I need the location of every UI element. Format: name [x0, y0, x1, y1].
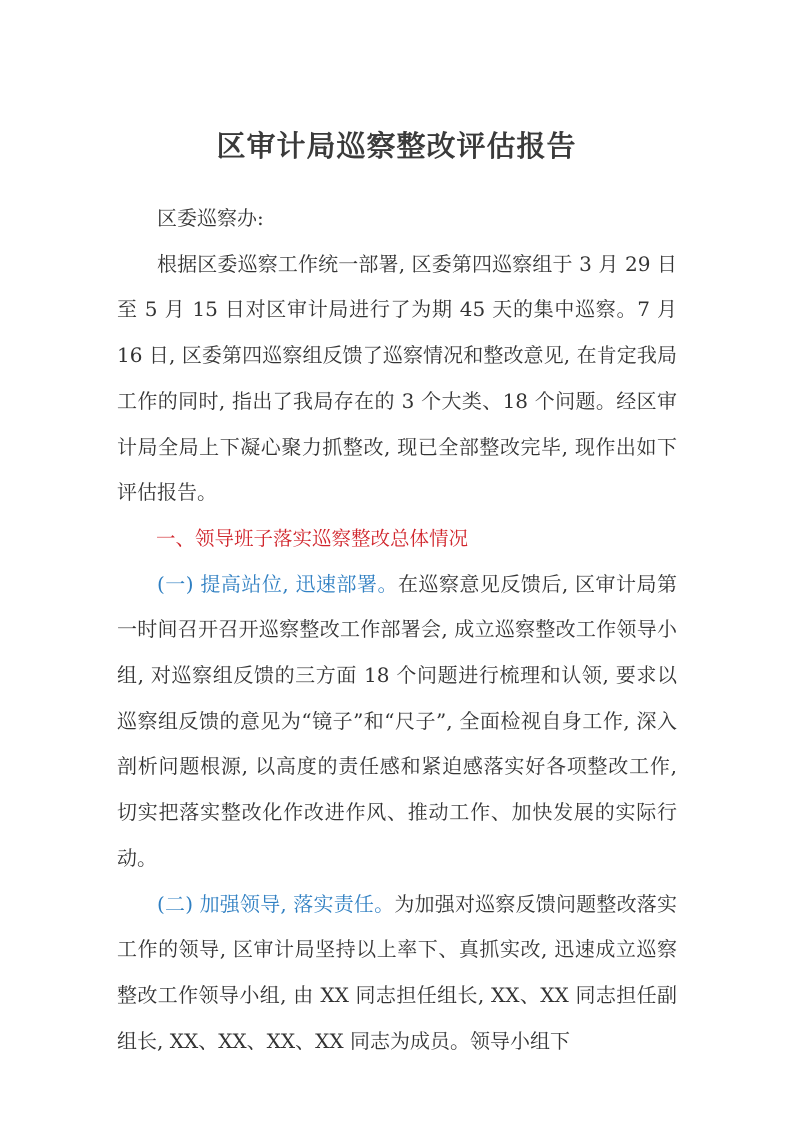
- document-body: [117, 196, 677, 1064]
- subsection-paragraph-2: [117, 882, 677, 1065]
- subsection-text-2: 为加强对巡察反馈问题整改落实工作的领导, 区审计局坚持以上率下、真抓实改, 迅速成立巡察整改工作领导小组, 由 XX 同志担任组长, XX、XX 同志担任副组长, XX、XX、XX、XX 同志为成员。领导小组下: [117, 891, 677, 1053]
- section-heading-1: 一、领导班子落实巡察整改总体情况: [156, 526, 469, 550]
- salutation: 区委巡察办:: [157, 206, 264, 230]
- subsection-heading-1: (一) 提高站位, 迅速部署。: [157, 571, 398, 596]
- intro-paragraph: 根据区委巡察工作统一部署, 区委第四巡察组于 3 月 29 日至 5 月 15 日对区审计局进行了为期 45 天的集中巡察。7 月 16 日, 区委第四巡察组反馈了巡察情况和整改意见, 在肯定我局工作的同时, 指出了我局存在的 3 个大类、18 个问题。经区审计局全局上下凝心聚力抓整改, 现已全部整改完毕, 现作出如下评估报告。: [117, 251, 677, 505]
- subsection-heading-2: (二) 加强领导, 落实责任。: [157, 891, 395, 916]
- subsection-paragraph-1: [117, 562, 677, 882]
- subsection-text-1: 在巡察意见反馈后, 区审计局第一时间召开召开巡察整改工作部署会, 成立巡察整改工作领导小组, 对巡察组反馈的三方面 18 个问题进行梳理和认领, 要求以巡察组反馈的意见为“镜子”和“尺子”, 全面检视自身工作, 深入剖析问题根源, 以高度的责任感和紧迫感落实好各项整改工作, 切实把落实整改化作改进作风、推动工作、加快发展的实际行动。: [117, 571, 677, 870]
- document-title: 区审计局巡察整改评估报告: [216, 129, 577, 163]
